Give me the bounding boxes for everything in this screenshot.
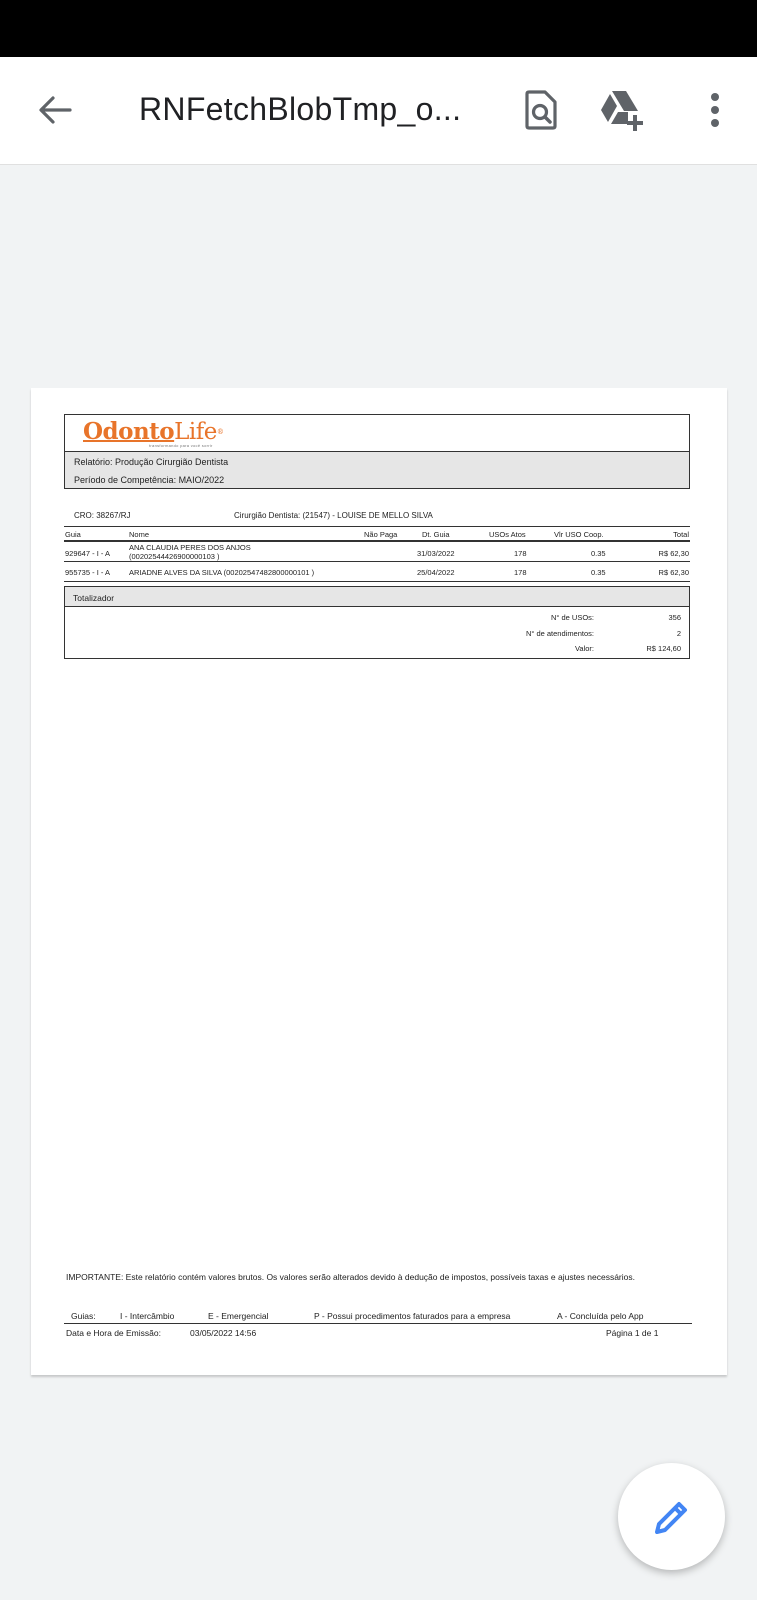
document-title: RNFetchBlobTmp_o... xyxy=(139,91,462,127)
arrow-left-icon xyxy=(38,95,72,125)
col-total: Total xyxy=(673,530,689,539)
valor-value: R$ 124,60 xyxy=(646,644,681,653)
odontolife-logo: OdontoLife® transformando para você sorrir xyxy=(65,415,689,452)
col-dt-guia: Dt. Guia xyxy=(422,530,450,539)
col-vlr-uso: Vlr USO Coop. xyxy=(554,530,604,539)
legend-p: P - Possui procedimentos faturados para a empresa xyxy=(314,1311,511,1321)
app-bar xyxy=(0,57,757,165)
google-drive-add-icon xyxy=(599,89,645,131)
usos-value: 356 xyxy=(668,613,681,622)
production-table xyxy=(64,526,690,582)
cro-number: CRO: 38267/RJ xyxy=(74,511,131,520)
legend-a: A - Concluída pelo App xyxy=(557,1311,644,1321)
table-header xyxy=(64,526,690,542)
totalizer-title: Totalizador xyxy=(65,587,689,607)
footer-divider xyxy=(64,1323,692,1324)
table-row: 955735 - I - A ARIADNE ALVES DA SILVA (00202547482800000101 ) 25/04/2022 178 0.35 R$ 62,30 xyxy=(64,562,690,582)
emission-datetime: 03/05/2022 14:56 xyxy=(190,1328,257,1338)
valor-label: Valor: xyxy=(574,644,594,653)
save-to-drive-button[interactable] xyxy=(597,85,647,135)
edit-fab-button[interactable] xyxy=(618,1463,725,1570)
emission-label: Data e Hora de Emissão: xyxy=(66,1328,161,1338)
atendimentos-label: N° de atendimentos: xyxy=(525,629,594,638)
legend-e: E - Emergencial xyxy=(208,1311,269,1321)
table-row: 929647 - I - A ANA CLAUDIA PERES DOS ANJOS (00202544426900000103 ) 31/03/2022 178 0.35 R$ 62,30 xyxy=(65,543,689,561)
col-nome: Nome xyxy=(129,530,150,539)
find-in-document-button[interactable] xyxy=(516,85,566,135)
legend-title: Guias: xyxy=(71,1311,96,1321)
back-button[interactable] xyxy=(30,85,80,135)
pencil-icon xyxy=(652,1497,692,1537)
col-nao-paga: Não Paga xyxy=(364,530,398,539)
col-usos-atos: USOs Atos xyxy=(489,530,526,539)
report-period: Período de Competência: MAIO/2022 xyxy=(65,470,689,488)
legend-i: I - Intercâmbio xyxy=(120,1311,175,1321)
report-header xyxy=(64,414,690,489)
totalizer xyxy=(64,586,690,659)
document-search-icon xyxy=(524,90,558,130)
dentist-name: Cirurgião Dentista: (21547) - LOUISE DE MELLO SILVA xyxy=(234,511,433,520)
usos-label: N° de USOs: xyxy=(550,613,594,622)
atendimentos-value: 2 xyxy=(676,629,681,638)
col-guia: Guia xyxy=(65,530,81,539)
more-vert-icon xyxy=(709,92,721,128)
pdf-page xyxy=(31,388,727,1375)
more-options-button[interactable] xyxy=(690,85,740,135)
important-notice: IMPORTANTE: Este relatório contém valores brutos. Os valores serão alterados devido à dedução de impostos, possíveis taxas e ajustes necessários. xyxy=(66,1272,635,1282)
page-indicator: Página 1 de 1 xyxy=(606,1328,659,1338)
status-bar xyxy=(0,0,757,57)
report-type: Relatório: Produção Cirurgião Dentista xyxy=(65,452,689,470)
